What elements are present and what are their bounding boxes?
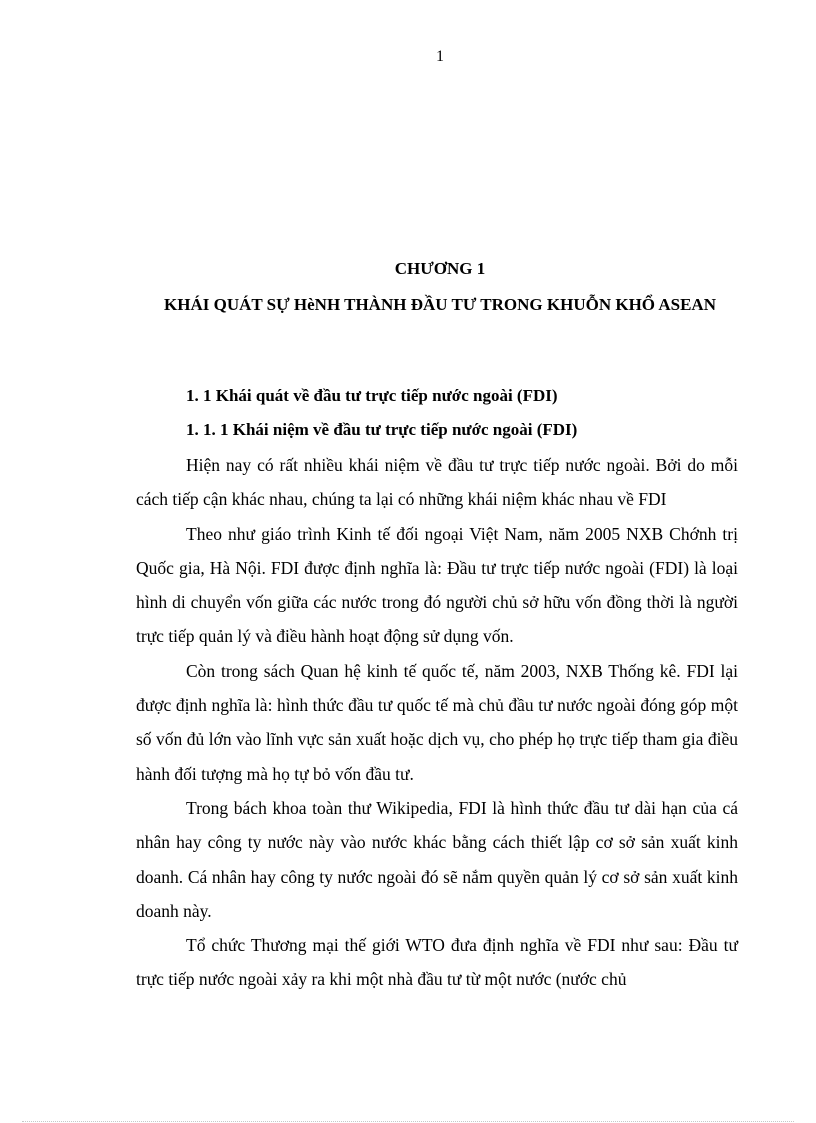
- chapter-title-text: KHÁI QUÁT SỰ HèNH THÀNH ĐẦU TƯ TRONG KHUỖN KHỔ ASEAN: [164, 295, 716, 314]
- body-text: [136, 448, 738, 997]
- page-bottom-divider: [22, 1121, 794, 1122]
- section-heading: 1. 1 Khái quát về đầu tư trực tiếp nước ngoài (FDI): [186, 386, 558, 405]
- paragraph: Trong bách khoa toàn thư Wikipedia, FDI là hình thức đầu tư dài hạn của cá nhân hay công ty nước này vào nước khác bằng cách thiết lập cơ sở sản xuất kinh doanh. Cá nhân hay công ty nước ngoài đó sẽ nắm quyền quản lý cơ sở sản xuất kinh doanh này.: [136, 797, 738, 921]
- paragraph: Còn trong sách Quan hệ kinh tế quốc tế, năm 2003, NXB Thống kê. FDI lại được định nghĩa là: hình thức đầu tư quốc tế mà chủ đầu tư nước ngoài đóng góp một số vốn đủ lớn vào lĩnh vực sản xuất hoặc dịch vụ, cho phép họ trực tiếp tham gia điều hành đối tượng mà họ tự bỏ vốn đầu tư.: [136, 660, 738, 784]
- subsection-heading: 1. 1. 1 Khái niệm về đầu tư trực tiếp nước ngoài (FDI): [186, 420, 578, 439]
- paragraph: Tổ chức Thương mại thế giới WTO đưa định nghĩa về FDI như sau: Đầu tư trực tiếp nước ngoài xảy ra khi một nhà đầu tư từ một nước (nước chủ: [136, 935, 738, 990]
- page-number: 1: [436, 48, 444, 65]
- chapter-title: [0, 287, 816, 323]
- paragraph: Hiện nay có rất nhiều khái niệm về đầu tư trực tiếp nước ngoài. Bởi do mỗi cách tiếp cận khác nhau, chúng ta lại có những khái niệm khác nhau về FDI: [136, 455, 738, 510]
- paragraph: Theo như giáo trình Kinh tế đối ngoại Việt Nam, năm 2005 NXB Chớnh trị Quốc gia, Hà Nội. FDI được định nghĩa là: Đầu tư trực tiếp nước ngoài (FDI) là loại hình di chuyển vốn giữa các nước trong đó người chủ sở hữu vốn đồng thời là người trực tiếp quản lý và điều hành hoạt động sử dụng vốn.: [136, 523, 738, 647]
- chapter-label: CHƯƠNG 1: [394, 259, 486, 278]
